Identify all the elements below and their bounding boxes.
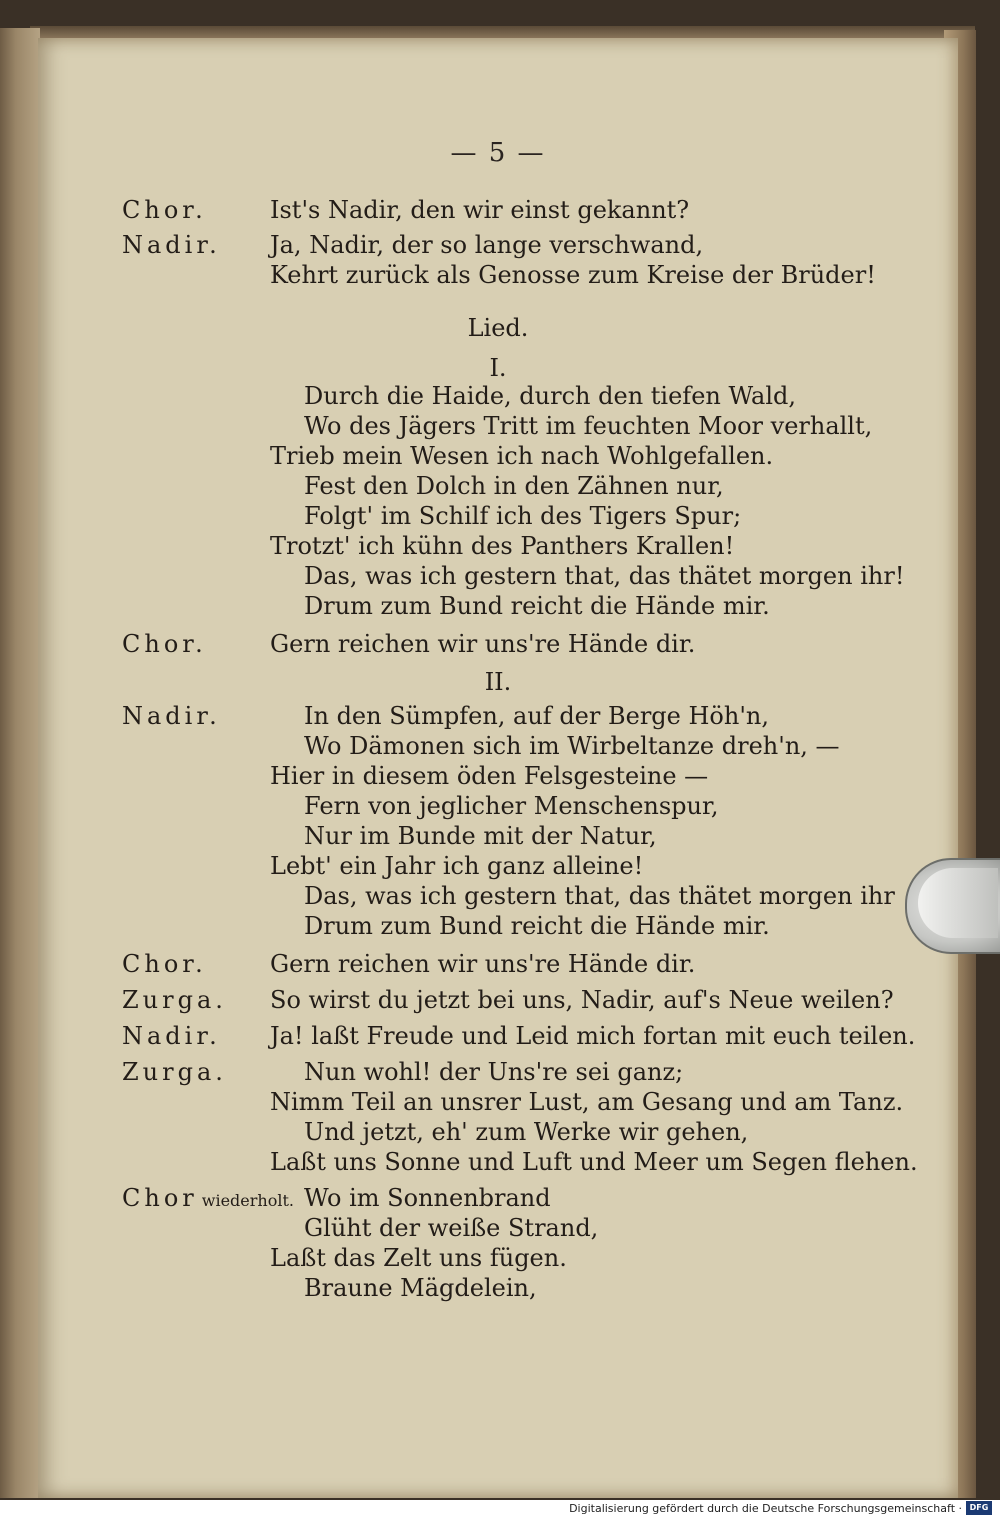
speaker-label: Chor. [122,950,207,978]
text-line: Gern reichen wir uns're Hände dir. [270,950,696,978]
text-line: Nun wohl! der Uns're sei ganz; [304,1058,684,1086]
verse-line: Wo des Jägers Tritt im feuchten Moor verhallt, [304,412,873,440]
verse-line: Braune Mägdelein, [304,1274,537,1302]
speaker-label: Nadir. [122,1022,221,1050]
verse-line: Trieb mein Wesen ich nach Wohlgefallen. [270,442,774,470]
verse-line: Das, was ich gestern that, das thätet morgen ihr [304,882,895,910]
verse-line: Fern von jeglicher Menschenspur, [304,792,719,820]
text-line: Nimm Teil an unsrer Lust, am Gesang und am Tanz. [270,1088,904,1116]
text-line: Ja! laßt Freude und Leid mich fortan mit euch teilen. [270,1022,916,1050]
footer-bar [0,1500,1000,1517]
text-line: Und jetzt, eh' zum Werke wir gehen, [304,1118,749,1146]
speaker-label: Chor. [122,630,207,658]
verse-number: I. [489,354,507,382]
speaker-label: Nadir. [122,702,221,730]
verse-number: II. [484,668,512,696]
verse-line: Das, was ich gestern that, das thätet morgen ihr! [304,562,905,590]
bookmark-clip-highlight [918,868,998,938]
text-line: Kehrt zurück als Genosse zum Kreise der Brüder! [270,261,876,289]
verse-line: Drum zum Bund reicht die Hände mir. [304,592,770,620]
stage-direction: wiederholt. [201,1191,294,1210]
speaker-name: Chor [122,1184,198,1212]
text-line: Laßt uns Sonne und Luft und Meer um Segen flehen. [270,1148,918,1176]
verse-line: Wo im Sonnenbrand [304,1184,551,1212]
dfg-logo-icon: DFG [966,1501,992,1515]
speaker-label: Zurga. [122,1058,227,1086]
footer-credit: Digitalisierung gefördert durch die Deutsche Forschungsgemeinschaft · [569,1502,962,1515]
speaker-label: Nadir. [122,231,221,259]
text-line: Gern reichen wir uns're Hände dir. [270,630,696,658]
verse-line: Durch die Haide, durch den tiefen Wald, [304,382,797,410]
verse-line: Lebt' ein Jahr ich ganz alleine! [270,852,644,880]
verse-line: Nur im Bunde mit der Natur, [304,822,657,850]
book-cover-left [0,28,40,1498]
page-number: — 5 — [450,138,546,168]
song-title: Lied. [467,314,529,342]
verse-line: Fest den Dolch in den Zähnen nur, [304,472,724,500]
verse-line: Hier in diesem öden Felsgesteine — [270,762,709,790]
verse-line: Wo Dämonen sich im Wirbeltanze dreh'n, — [304,732,840,760]
verse-line: Trotzt' ich kühn des Panthers Krallen! [270,532,735,560]
verse-line: In den Sümpfen, auf der Berge Höh'n, [304,702,770,730]
speaker-label: Zurga. [122,986,227,1014]
speaker-label [122,1184,294,1212]
verse-line: Folgt' im Schilf ich des Tigers Spur; [304,502,742,530]
text-line: So wirst du jetzt bei uns, Nadir, auf's Neue weilen? [270,986,894,1014]
text-line: Ist's Nadir, den wir einst gekannt? [270,196,690,224]
text-line: Ja, Nadir, der so lange verschwand, [270,231,704,259]
verse-line: Laßt das Zelt uns fügen. [270,1244,567,1272]
verse-line: Glüht der weiße Strand, [304,1214,599,1242]
speaker-label: Chor. [122,196,207,224]
book-page [38,38,958,1498]
verse-line: Drum zum Bund reicht die Hände mir. [304,912,770,940]
